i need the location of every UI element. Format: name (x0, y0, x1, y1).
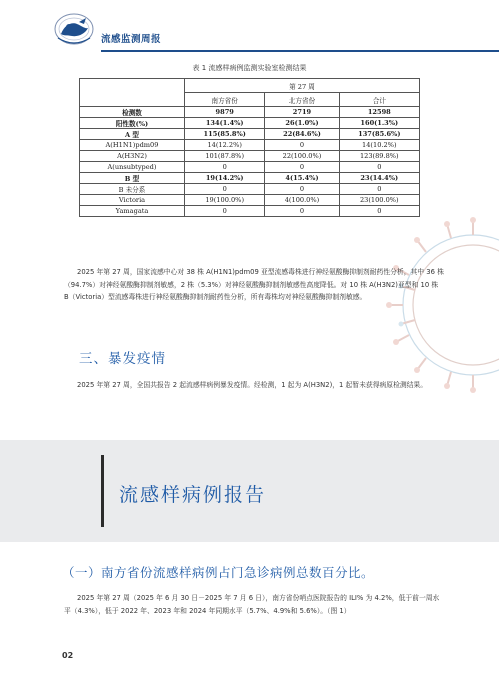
section-outbreak-heading: 三、暴发疫情 (79, 351, 166, 367)
table-row (80, 107, 420, 118)
table-cell: 23(14.4%) (339, 173, 419, 184)
table-cell: 22(84.6%) (265, 129, 339, 140)
table-cell: 123(89.8%) (339, 151, 419, 162)
table-cell: 12598 (339, 107, 419, 118)
row-label: Victoria (80, 195, 185, 206)
table-row (80, 118, 420, 129)
table-cell: 0 (339, 162, 419, 173)
subsection-south-heading: （一）南方省份流感样病例占门急诊病例总数百分比。 (62, 565, 375, 580)
row-label: A(unsubtyped) (80, 162, 185, 173)
table-row (80, 129, 420, 140)
table-corner-cell (80, 79, 185, 107)
table-caption: 表 1 流感样病例监测实验室检测结果 (192, 64, 307, 72)
table-cell: 0 (185, 162, 265, 173)
table-cell: 0 (339, 184, 419, 195)
header-rule (101, 50, 499, 52)
table-cell: 26(1.0%) (265, 118, 339, 129)
row-label: Yamagata (80, 206, 185, 217)
table-cell: 14(12.2%) (185, 140, 265, 151)
table-body (80, 107, 420, 217)
row-label: 检测数 (80, 107, 185, 118)
cdc-logo-icon (52, 10, 96, 46)
table-cell: 134(1.4%) (185, 118, 265, 129)
section-banner-title: 流感样病例报告 (119, 484, 267, 506)
table-cell: 0 (185, 184, 265, 195)
table-cell: 4(15.4%) (265, 173, 339, 184)
table-cell: 0 (265, 140, 339, 151)
row-label: B 型 (80, 173, 185, 184)
table-row (80, 195, 420, 206)
outbreak-paragraph: 2025 年第 27 周，全国共报告 2 起流感样病例暴发疫情。经检测，1 起为 A(H3N2)，1 起暂未获得病原检测结果。 (77, 381, 428, 389)
table-cell: 115(85.8%) (185, 129, 265, 140)
row-label: A(H3N2) (80, 151, 185, 162)
table-cell: 137(85.6%) (339, 129, 419, 140)
table-cell: 9879 (185, 107, 265, 118)
table-cell: 0 (339, 206, 419, 217)
table-cell: 0 (265, 162, 339, 173)
table-cell: 101(87.8%) (185, 151, 265, 162)
table-cell: 19(100.0%) (185, 195, 265, 206)
table-cell: 2719 (265, 107, 339, 118)
header-title: 流感监测周报 (101, 34, 162, 45)
table-row (80, 140, 420, 151)
table-cell: 4(100.0%) (265, 195, 339, 206)
table-cell: 0 (185, 206, 265, 217)
page-number: 02 (62, 651, 74, 660)
section-banner-bar (101, 455, 104, 527)
table-row (80, 162, 420, 173)
table-row (80, 151, 420, 162)
south-ili-paragraph: 2025 年第 27 周（2025 年 6 月 30 日－2025 年 7 月 6 日），南方省份哨点医院报告的 ILI% 为 4.2%，低于前一周水平（4.3%），低于 2022 年、2023 年和 2024 年同期水平（5.7%、4.9%和 5.6%）。（图 1） (64, 594, 440, 615)
table-cell: 0 (265, 206, 339, 217)
table-cell: 23(100.0%) (339, 195, 419, 206)
table-row (80, 184, 420, 195)
row-label: A(H1N1)pdm09 (80, 140, 185, 151)
table-cell: 0 (265, 184, 339, 195)
row-label: 阳性数(%) (80, 118, 185, 129)
row-label: B 未分系 (80, 184, 185, 195)
column-header-south: 南方省份 (185, 93, 265, 107)
column-header-north: 北方省份 (265, 93, 339, 107)
table-header-week-row (80, 79, 420, 93)
lab-results-table (79, 78, 420, 217)
table-row (80, 206, 420, 217)
table-week-header: 第 27 周 (185, 79, 420, 93)
table-cell: 160(1.3%) (339, 118, 419, 129)
column-header-total: 合计 (339, 93, 419, 107)
row-label: A 型 (80, 129, 185, 140)
table-cell: 19(14.2%) (185, 173, 265, 184)
table-cell: 22(100.0%) (265, 151, 339, 162)
resistance-analysis-paragraph: 2025 年第 27 周，国家流感中心对 38 株 A(H1N1)pdm09 亚型流感毒株进行神经氨酸酶抑制剂耐药性分析，其中 36 株（94.7%）对神经氨酸酶抑制剂敏感，2 株（5.3%）对神经氨酸酶抑制剂敏感性高度降低。对 10 株 A(H3N2)亚型和 10 株 B（Victoria）型流感毒株进行神经氨酸酶抑制剂耐药性分析，所有毒株均对神经氨酸酶抑制剂敏感。 (64, 268, 444, 301)
page-header (0, 0, 499, 56)
table-cell: 14(10.2%) (339, 140, 419, 151)
table-row (80, 173, 420, 184)
